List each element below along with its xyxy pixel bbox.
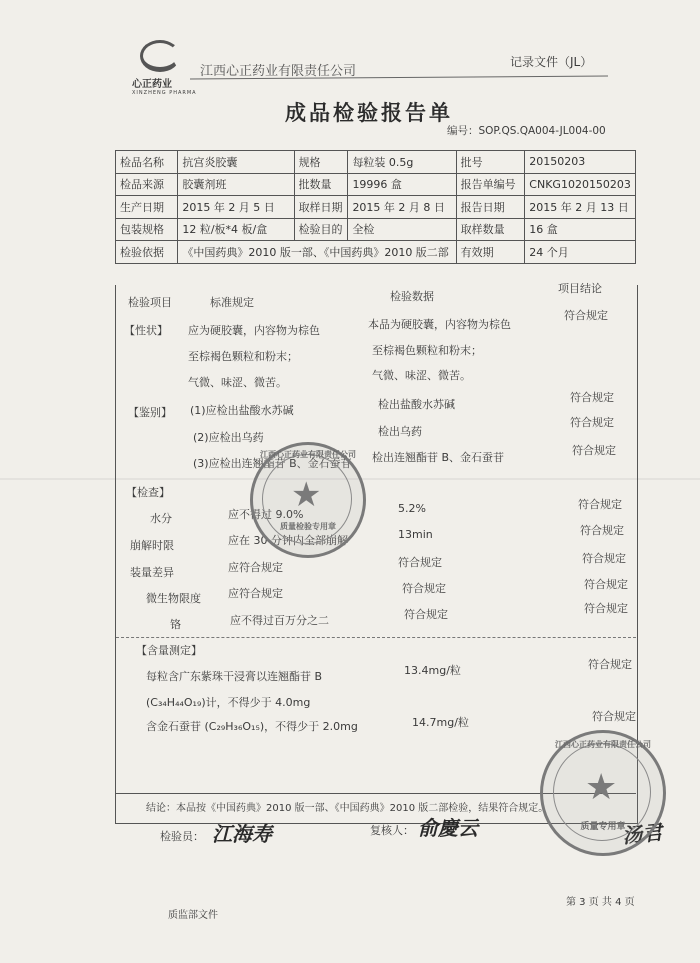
source-value: 胶囊剂班 [178, 173, 294, 196]
purpose-value: 全检 [348, 218, 456, 241]
character-data-1: 本品为硬胶囊，内容物为棕色 [368, 318, 511, 331]
col-item-header: 检验项目 [128, 296, 172, 309]
pack-label: 包装规格 [116, 218, 178, 241]
seal-star-icon: ★ [291, 475, 322, 515]
check-data: 13min [398, 528, 433, 541]
info-table [115, 150, 636, 264]
info-row [116, 151, 636, 174]
prod-date-value: 2015 年 2 月 5 日 [178, 196, 294, 219]
character-std-1: 应为硬胶囊，内容物为棕色 [188, 324, 320, 337]
check-data: 符合规定 [398, 556, 442, 569]
identify-label: 【鉴别】 [128, 406, 172, 419]
assay-label: 【含量测定】 [136, 644, 202, 657]
record-file-label: 记录文件（JL） [510, 55, 593, 69]
check-std: 应符合规定 [228, 561, 283, 574]
sample-date-label: 取样日期 [294, 196, 348, 219]
check-item: 水分 [150, 512, 172, 525]
basis-value: 《中国药典》2010 版一部、《中国药典》2010 版二部 [178, 241, 456, 264]
check-data: 符合规定 [402, 582, 446, 595]
sample-qty-value: 16 盒 [525, 218, 636, 241]
section-divider [116, 637, 636, 638]
identify-result-3: 符合规定 [572, 444, 616, 457]
info-row [116, 196, 636, 219]
logo-text: 心正药业 [132, 79, 172, 90]
prod-date-label: 生产日期 [116, 196, 178, 219]
col-standard-header: 标准规定 [210, 296, 254, 309]
assay-data-2: 14.7mg/粒 [412, 716, 469, 729]
footer-left: 质监部文件 [168, 910, 218, 921]
check-std: 应不得过百万分之二 [230, 614, 329, 627]
approver-signature: 汤君 [621, 819, 664, 849]
company-seal [540, 730, 666, 856]
report-date-label: 报告日期 [456, 196, 525, 219]
seal-subtext: 质量检验专用章 [280, 522, 336, 531]
identify-result-2: 符合规定 [570, 416, 614, 429]
character-std-3: 气微、味涩、微苦。 [188, 376, 287, 389]
check-data: 符合规定 [404, 608, 448, 621]
character-data-2: 至棕褐色颗粒和粉末； [372, 344, 482, 357]
report-date-value: 2015 年 2 月 13 日 [525, 196, 636, 219]
page-title: 成品检验报告单 [285, 101, 453, 125]
report-no-label: 报告单编号 [456, 173, 525, 196]
validity-value: 24 个月 [525, 241, 636, 264]
check-std: 应符合规定 [228, 587, 283, 600]
product-name-value: 抗宫炎胶囊 [178, 151, 294, 174]
col-conclusion-header: 项目结论 [558, 282, 602, 295]
reviewer-label: 复核人： [370, 824, 414, 837]
check-item: 微生物限度 [146, 592, 201, 605]
page-number: 第 3 页 共 4 页 [566, 897, 635, 908]
batch-value: 20150203 [525, 151, 636, 174]
identify-std-3: (3)应检出连翘酯苷 B、金石蚕苷 [193, 457, 352, 470]
conclusion-text: 结论：本品按《中国药典》2010 版一部、《中国药典》2010 版二部检验，结果符合规定。 [146, 803, 549, 814]
check-data: 5.2% [398, 502, 426, 515]
validity-label: 有效期 [456, 241, 525, 264]
col-data-header: 检验数据 [390, 290, 434, 303]
batch-qty-value: 19996 盒 [348, 173, 456, 196]
assay-result-1: 符合规定 [588, 658, 632, 671]
logo-swirl-icon [140, 40, 180, 72]
check-result: 符合规定 [584, 602, 628, 615]
spec-label: 规格 [294, 151, 348, 174]
check-label: 【检查】 [126, 486, 170, 499]
reviewer-signature: 俞慶云 [418, 816, 478, 840]
identify-data-3: 检出连翘酯苷 B、金石蚕苷 [372, 451, 505, 464]
check-result: 符合规定 [584, 578, 628, 591]
character-label: 【性状】 [124, 324, 168, 337]
assay-line-2: (C₃₄H₄₄O₁₉)计，不得少于 4.0mg [146, 696, 311, 709]
inspector-label: 检验员： [160, 830, 204, 843]
batch-label: 批号 [456, 151, 525, 174]
assay-result-2: 符合规定 [592, 710, 636, 723]
quality-seal [250, 442, 366, 558]
character-std-2: 至棕褐色颗粒和粉末； [188, 350, 298, 363]
basis-label: 检验依据 [116, 241, 178, 264]
check-result: 符合规定 [578, 498, 622, 511]
source-label: 检品来源 [116, 173, 178, 196]
pack-value: 12 粒/板*4 板/盒 [178, 218, 294, 241]
check-item: 装量差异 [130, 566, 174, 579]
inspector-signature: 江海寿 [212, 822, 272, 846]
info-row [116, 241, 636, 264]
info-row [116, 218, 636, 241]
seal-subtext: 质量专用章 [580, 822, 626, 832]
purpose-label: 检验目的 [294, 218, 348, 241]
sample-date-value: 2015 年 2 月 8 日 [348, 196, 456, 219]
company-name: 江西心正药业有限责任公司 [200, 64, 357, 79]
identify-std-1: (1)应检出盐酸水苏碱 [190, 404, 294, 417]
seal-star-icon: ★ [585, 767, 618, 808]
assay-line-3: 含金石蚕苷 (C₂₉H₃₆O₁₅)，不得少于 2.0mg [146, 720, 358, 733]
check-std: 应在 30 分钟内全部崩解 [228, 534, 348, 547]
report-no-value: CNKG1020150203 [525, 173, 636, 196]
assay-data-1: 13.4mg/粒 [404, 664, 461, 677]
check-std: 应不得过 9.0% [228, 508, 304, 521]
identify-result-1: 符合规定 [570, 391, 614, 404]
logo-subtext: XINZHENG PHARMA [132, 90, 197, 96]
info-row [116, 173, 636, 196]
check-result: 符合规定 [580, 524, 624, 537]
spec-value: 每粒装 0.5g [348, 151, 456, 174]
assay-line-1: 每粒含广东紫珠干浸膏以连翘酯苷 B [146, 670, 323, 683]
character-result: 符合规定 [564, 309, 608, 322]
identify-data-2: 检出乌药 [378, 425, 422, 438]
seal-text: 江西心正药业有限责任公司 [555, 740, 651, 749]
check-item: 崩解时限 [130, 539, 174, 552]
check-result: 符合规定 [582, 552, 626, 565]
batch-qty-label: 批数量 [294, 173, 348, 196]
identify-std-2: (2)应检出乌药 [193, 431, 264, 444]
check-item: 铬 [170, 618, 181, 631]
product-name-label: 检品名称 [116, 151, 178, 174]
seal-text: 江西心正药业有限责任公司 [260, 450, 356, 459]
company-logo [132, 40, 197, 96]
character-data-3: 气微、味涩、微苦。 [372, 369, 471, 382]
document-number: 编号：SOP.QS.QA004-JL004-00 [447, 125, 606, 137]
sample-qty-label: 取样数量 [456, 218, 525, 241]
identify-data-1: 检出盐酸水苏碱 [378, 398, 455, 411]
